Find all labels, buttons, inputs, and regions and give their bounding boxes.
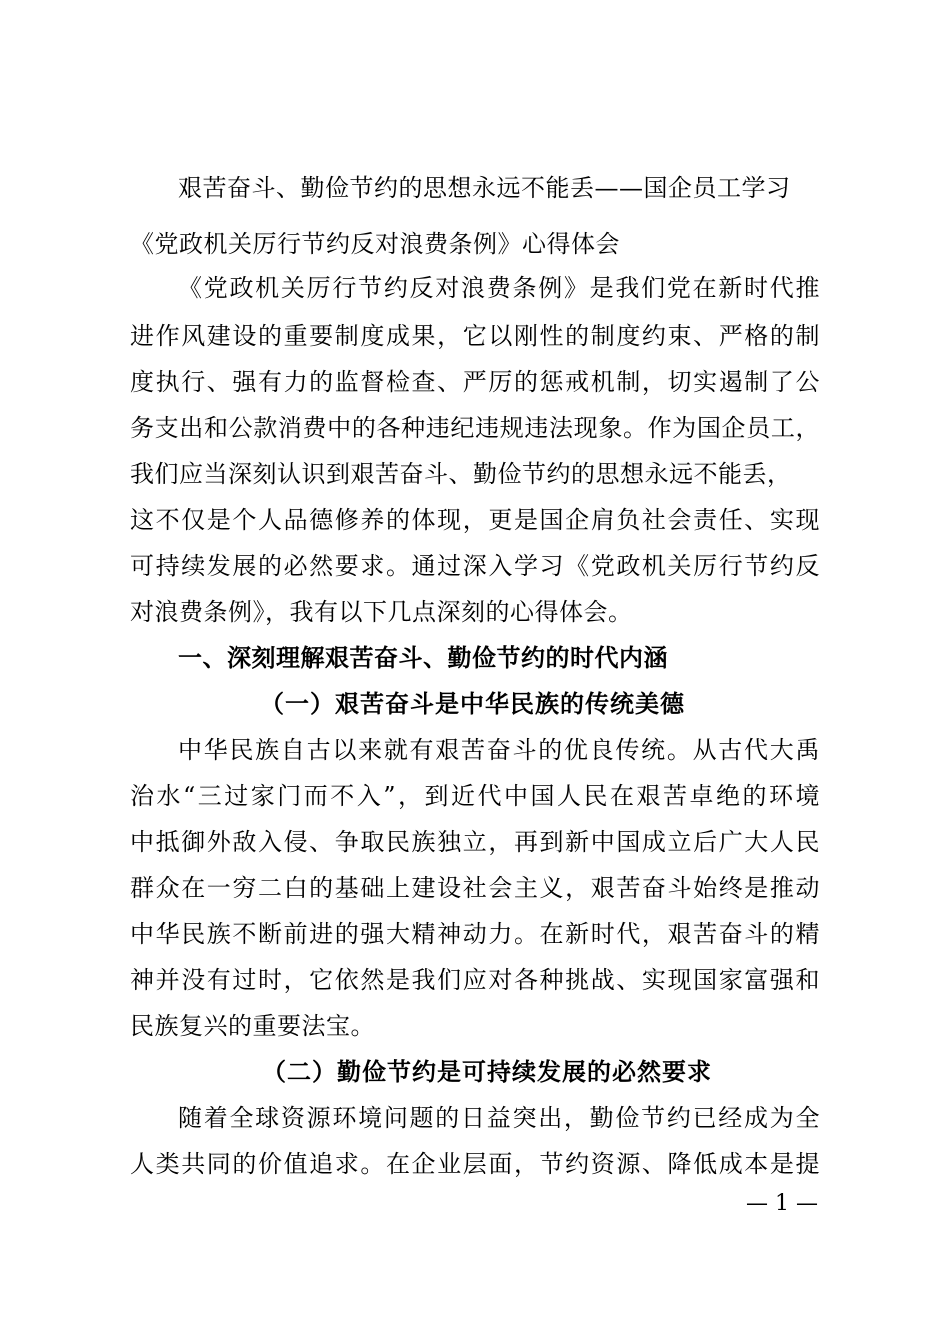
intro-paragraph-line: 这不仅是个人品德修养的体现，更是国企肩负社会责任、实现 <box>130 506 820 534</box>
subsection-1-paragraph-line: 群众在一穷二白的基础上建设社会主义，艰苦奋斗始终是推动 <box>130 874 820 902</box>
subsection-2-heading: （二）勤俭节约是可持续发展的必然要求 <box>262 1057 712 1086</box>
subsection-1-paragraph-line: 民族复兴的重要法宝。 <box>130 1012 375 1040</box>
intro-paragraph-line: 对浪费条例》，我有以下几点深刻的心得体会。 <box>130 598 633 626</box>
intro-paragraph-line: 度执行、强有力的监督检查、严厉的惩戒机制，切实遏制了公 <box>130 368 820 396</box>
subsection-1-paragraph-line: 中华民族自古以来就有艰苦奋斗的优良传统。从古代大禹 <box>178 736 820 764</box>
subsection-1-paragraph-line: 神并没有过时，它依然是我们应对各种挑战、实现国家富强和 <box>130 966 820 994</box>
subsection-2-paragraph-line: 人类共同的价值追求。在企业层面，节约资源、降低成本是提 <box>130 1150 820 1178</box>
page-number: — 1 — <box>746 1191 818 1216</box>
subsection-1-heading: （一）艰苦奋斗是中华民族的传统美德 <box>260 689 685 718</box>
subsection-2-paragraph-line: 随着全球资源环境问题的日益突出，勤俭节约已经成为全 <box>178 1104 820 1132</box>
document-title-line-1: 艰苦奋斗、勤俭节约的思想永远不能丢——国企员工学习 <box>178 174 791 202</box>
section-1-heading: 一、深刻理解艰苦奋斗、勤俭节约的时代内涵 <box>178 644 668 672</box>
intro-paragraph-line: 务支出和公款消费中的各种违纪违规违法现象。作为国企员工， <box>130 414 820 442</box>
subsection-1-paragraph-line: 中华民族不断前进的强大精神动力。在新时代，艰苦奋斗的精 <box>130 920 820 948</box>
intro-paragraph-line: 可持续发展的必然要求。通过深入学习《党政机关厉行节约反 <box>130 552 820 580</box>
subsection-1-paragraph-line: 治水“三过家门而不入”，到近代中国人民在艰苦卓绝的环境 <box>130 782 820 810</box>
intro-paragraph-line: 《党政机关厉行节约反对浪费条例》是我们党在新时代推 <box>178 274 820 302</box>
intro-paragraph-line: 进作风建设的重要制度成果，它以刚性的制度约束、严格的制 <box>130 322 820 350</box>
subsection-1-paragraph-line: 中抵御外敌入侵、争取民族独立，再到新中国成立后广大人民 <box>130 828 820 856</box>
document-title-line-2: 《党政机关厉行节约反对浪费条例》心得体会 <box>130 230 620 258</box>
intro-paragraph-line: 我们应当深刻认识到艰苦奋斗、勤俭节约的思想永远不能丢， <box>130 460 792 488</box>
